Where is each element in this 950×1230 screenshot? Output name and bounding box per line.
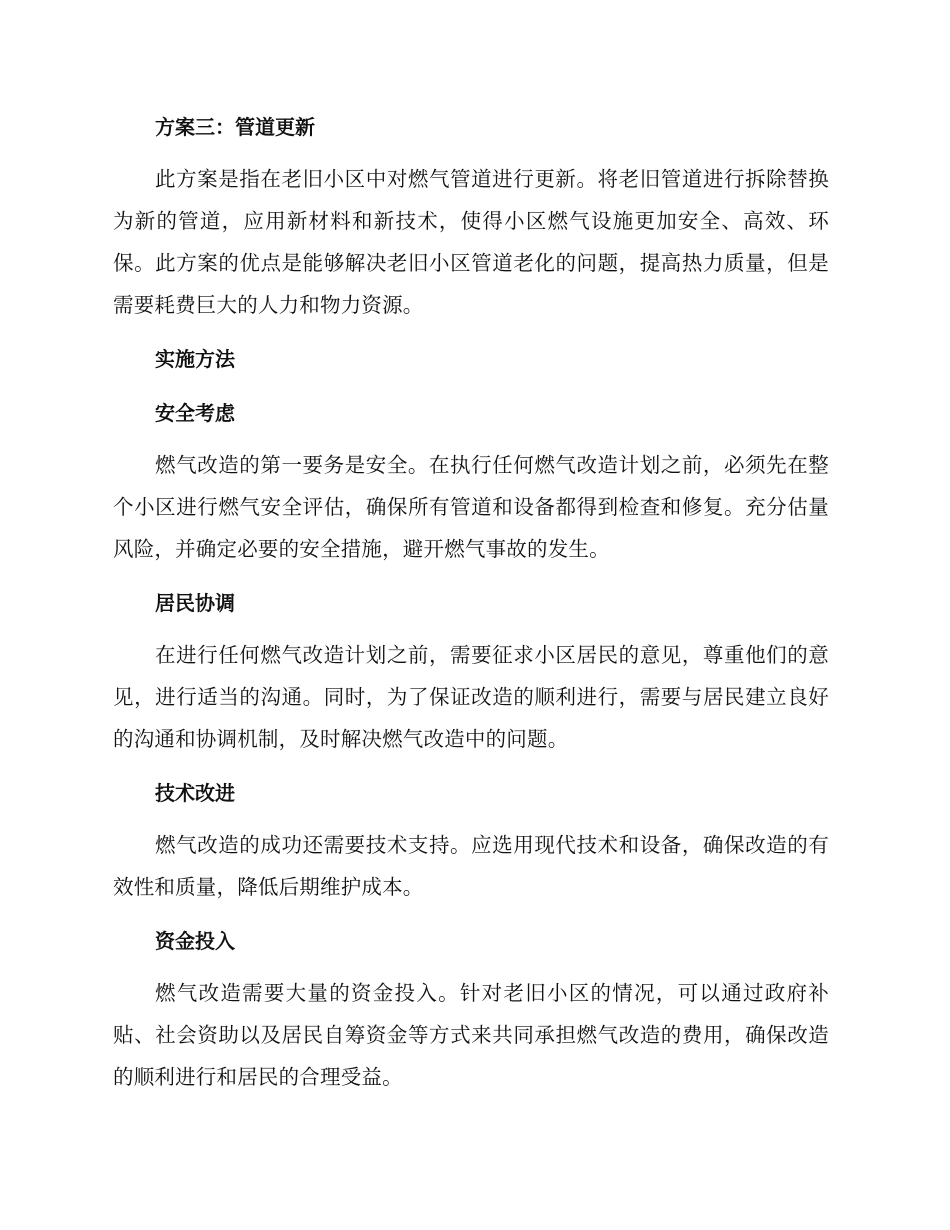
section-heading-technical-improvement: 技术改进 [155,781,235,805]
paragraph-pipeline-renewal: 此方案是指在老旧小区中对燃气管道进行更新。将老旧管道进行拆除替换为新的管道，应用新材料和新技术，使得小区燃气设施更加安全、高效、环保。此方案的优点是能够解决老旧小区管道老化的问题，提高热力质量，但是需要耗费巨大的人力和物力资源。 [113,167,829,317]
paragraph-technical-improvement: 燃气改造的成功还需要技术支持。应选用现代技术和设备，确保改造的有效性和质量，降低后期维护成本。 [113,833,829,899]
section-heading-safety: 安全考虑 [155,401,235,425]
paragraph-resident-coordination: 在进行任何燃气改造计划之前，需要征求小区居民的意见，尊重他们的意见，进行适当的沟通。同时，为了保证改造的顺利进行，需要与居民建立良好的沟通和协调机制，及时解决燃气改造中的问题。 [113,643,829,751]
section-heading-implementation: 实施方法 [155,347,235,371]
section-heading-funding: 资金投入 [155,929,235,953]
paragraph-funding: 燃气改造需要大量的资金投入。针对老旧小区的情况，可以通过政府补贴、社会资助以及居民自筹资金等方式来共同承担燃气改造的费用，确保改造的顺利进行和居民的合理受益。 [113,981,829,1089]
paragraph-safety: 燃气改造的第一要务是安全。在执行任何燃气改造计划之前，必须先在整个小区进行燃气安全评估，确保所有管道和设备都得到检查和修复。充分估量风险，并确定必要的安全措施，避开燃气事故的发生。 [113,453,829,561]
section-heading-pipeline-renewal: 方案三：管道更新 [155,115,315,139]
document-body [113,110,829,1098]
section-heading-resident-coordination: 居民协调 [155,591,235,615]
